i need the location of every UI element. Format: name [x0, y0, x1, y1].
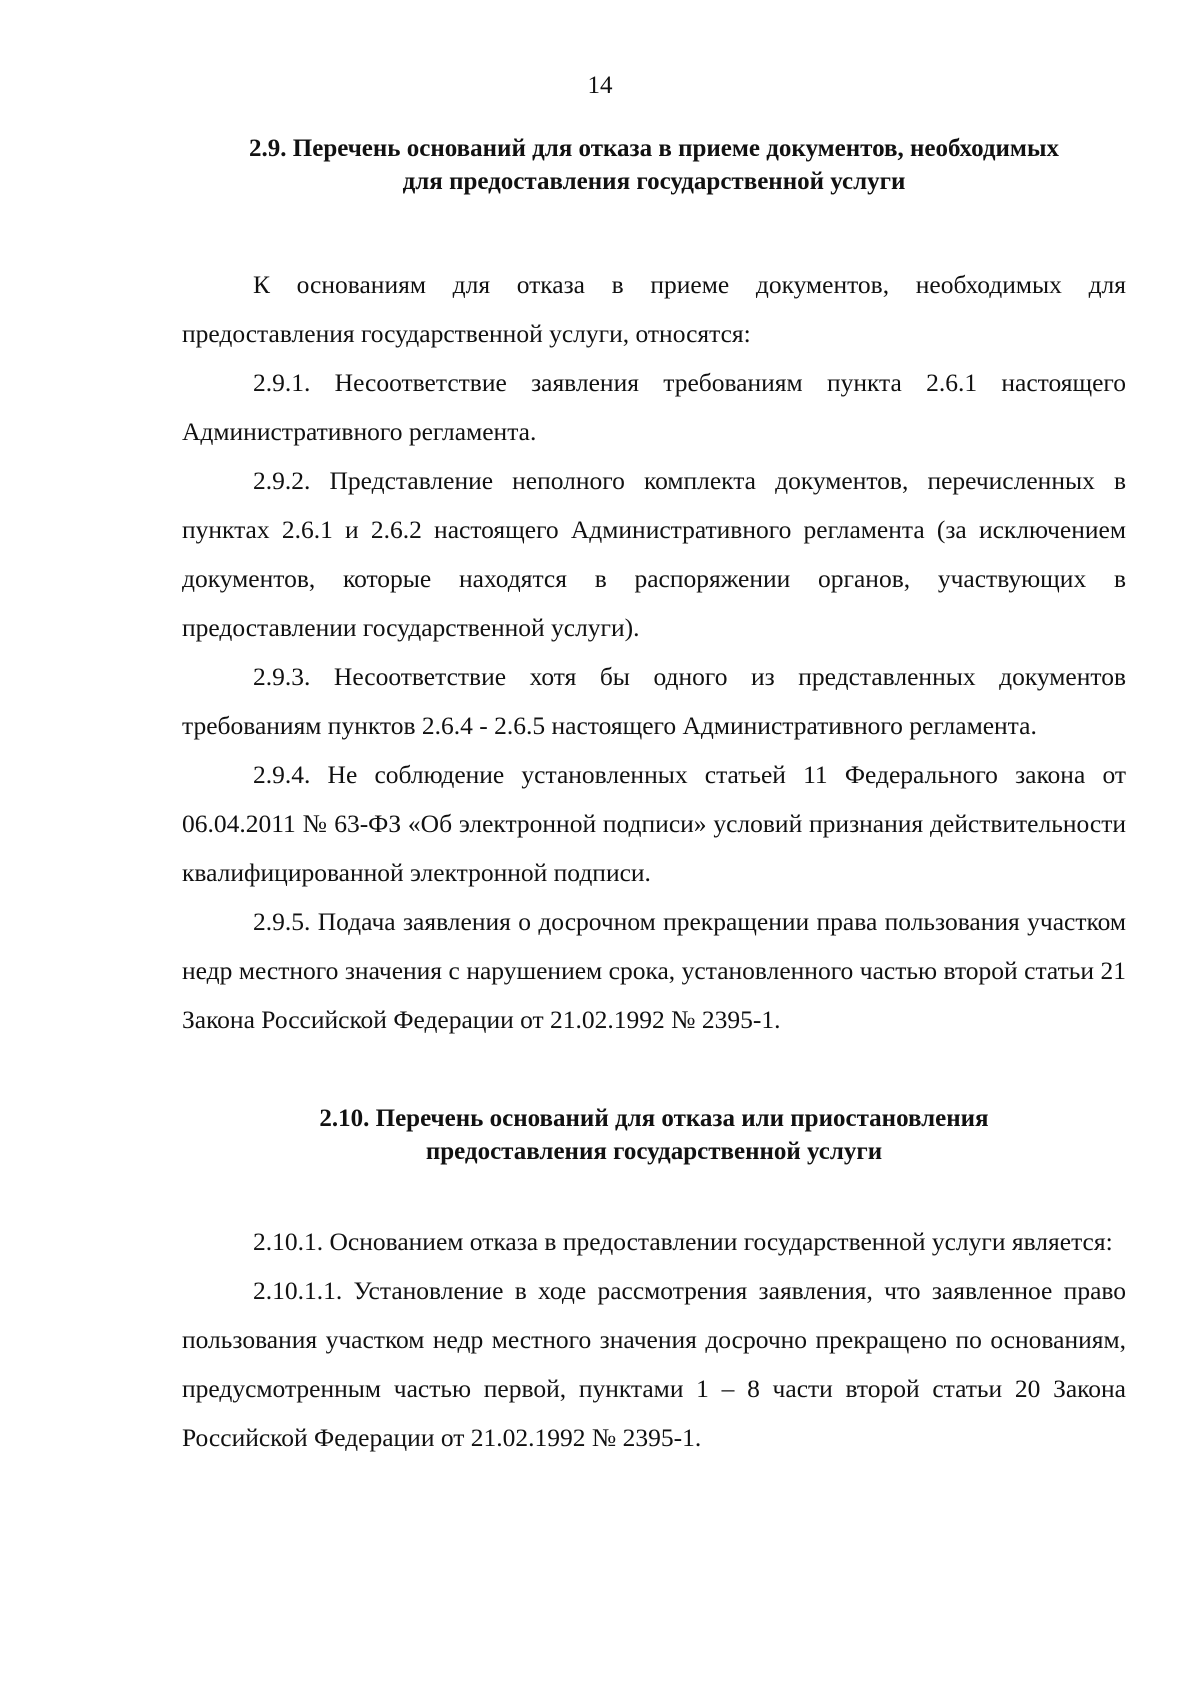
- section-2-9-title-line-1: 2.9. Перечень оснований для отказа в приеме документов, необходимых: [249, 135, 1059, 162]
- section-2-10-title: [182, 1102, 1126, 1168]
- clause-2-9-5: 2.9.5. Подача заявления о досрочном прекращении права пользования участком недр местного значения с нарушением срока, установленного частью второй статьи 21 Закона Российской Федерации от 21.02.1992 № 2395-1.: [182, 907, 1126, 1034]
- clause-2-9-2: 2.9.2. Представление неполного комплекта документов, перечисленных в пунктах 2.6.1 и 2.6.2 настоящего Административного регламента (за исключением документов, которые находятся в распоряжении органов, участвующих в предоставлении государственной услуги).: [182, 466, 1126, 642]
- section-2-10-title-line-1: 2.10. Перечень оснований для отказа или приостановления: [319, 1105, 989, 1132]
- clause-2-10-1: 2.10.1. Основанием отказа в предоставлении государственной услуги является:: [253, 1227, 1113, 1256]
- spacer: [182, 1168, 1126, 1217]
- clause-2-9-1: 2.9.1. Несоответствие заявления требованиям пункта 2.6.1 настоящего Административного регламента.: [182, 368, 1126, 446]
- section-2-9-title-line-2: для предоставления государственной услуги: [402, 168, 906, 195]
- spacer: [182, 1044, 1126, 1102]
- clause-2-10-1-1: 2.10.1.1. Установление в ходе рассмотрения заявления, что заявленное право пользования участком недр местного значения досрочно прекращено по основаниям, предусмотренным частью первой, пунктами 1 – 8 части второй статьи 20 Закона Российской Федерации от 21.02.1992 № 2395-1.: [182, 1276, 1126, 1452]
- section-2-10-title-line-2: предоставления государственной услуги: [425, 1138, 883, 1165]
- clause-2-9-4: 2.9.4. Не соблюдение установленных статьей 11 Федерального закона от 06.04.2011 № 63-ФЗ «Об электронной подписи» условий признания действительности квалифицированной электронной подписи.: [182, 760, 1126, 887]
- clause-2-9-3: 2.9.3. Несоответствие хотя бы одного из представленных документов требованиям пунктов 2.6.4 - 2.6.5 настоящего Административного регламента.: [182, 662, 1126, 740]
- section-2-9-intro-paragraph: К основаниям для отказа в приеме документов, необходимых для предоставления государственной услуги, относятся:: [182, 270, 1126, 348]
- document-body: [182, 132, 1126, 1462]
- spacer: [182, 198, 1126, 260]
- section-2-9-title: [182, 132, 1126, 198]
- page-number: 14: [587, 72, 613, 99]
